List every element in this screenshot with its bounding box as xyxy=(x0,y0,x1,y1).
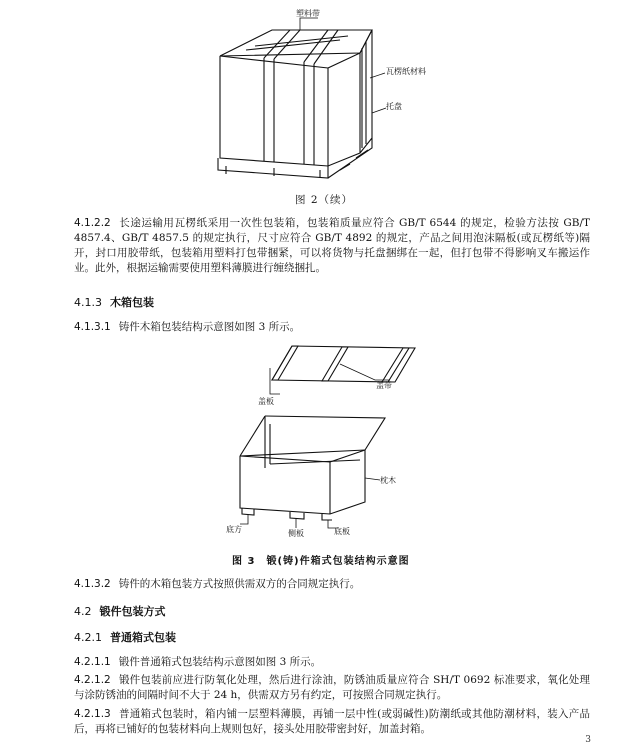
heading-4-2: 4.2 锻件包装方式 xyxy=(74,605,166,618)
label-batten: 盖带 xyxy=(376,381,392,390)
label-bottom-board: 底板 xyxy=(334,527,350,536)
page-number: 3 xyxy=(585,735,591,745)
figure-2-caption: 图 2（续） xyxy=(295,194,354,206)
paragraph-4-1-2-2 xyxy=(74,216,590,276)
paragraph-4-2-1-1: 4.2.1.1 锻件普通箱式包装结构示意图如图 3 所示。 xyxy=(74,656,322,668)
label-bottom-side: 底方 xyxy=(226,525,242,534)
clause-number: 4.1.2.2 xyxy=(74,217,111,229)
label-corrugated-material: 瓦楞纸材料 xyxy=(386,67,426,76)
label-side-board: 侧板 xyxy=(288,529,304,538)
heading-4-2-1: 4.2.1 普通箱式包装 xyxy=(74,631,176,644)
label-cover-board: 盖板 xyxy=(258,397,274,406)
clause-text: 长途运输用瓦楞纸采用一次性包装箱，包装箱质量应符合 GB/T 6544 的规定，检验方法按 GB/T 4857.4、GB/T 4857.5 的规定执行，尺寸应符合 GB/T 4892 的规定，产品之间用泡沫隔板(或瓦楞纸等)隔开，封口用胶带纸，包装箱用塑料打包带捆紧，可以将货物与托盘捆绑在一起，但打包带不得影响叉车搬运作业。此外，根据运输需要使用塑料薄膜进行缠绕捆扎。 xyxy=(74,217,590,274)
paragraph-4-2-1-3: 4.2.1.3 普通箱式包装时，箱内铺一层塑料薄膜，再铺一层中性(或弱碱性)防潮纸或其他防潮材料，装入产品后，再将已铺好的包装材料向上规则包好，接头处用胶带密封好，加盖封箱。 xyxy=(74,708,590,735)
paragraph-4-2-1-2: 4.2.1.2 锻件包装前应进行防氧化处理，然后进行涂油，防锈油质量应符合 SH/T 0692 标准要求，氧化处理与涂防锈油的间隔时间不大于 24 h，供需双方另有约定，可按照合同规定执行。 xyxy=(74,674,590,701)
label-skid: 枕木 xyxy=(380,476,396,485)
paragraph-4-1-3-2: 4.1.3.2 铸件的木箱包装方式按照供需双方的合同规定执行。 xyxy=(74,578,361,590)
figure-2-illustration xyxy=(200,8,450,183)
heading-4-1-3: 4.1.3 木箱包装 xyxy=(74,296,154,309)
paragraph-4-1-3-1: 4.1.3.1 铸件木箱包装结构示意图如图 3 所示。 xyxy=(74,321,301,333)
figure-3-illustration xyxy=(210,338,440,538)
label-pallet: 托盘 xyxy=(386,102,402,111)
label-plastic-strap: 塑料带 xyxy=(296,9,320,18)
figure-3-caption: 图 3 锻(铸)件箱式包装结构示意图 xyxy=(232,556,410,567)
